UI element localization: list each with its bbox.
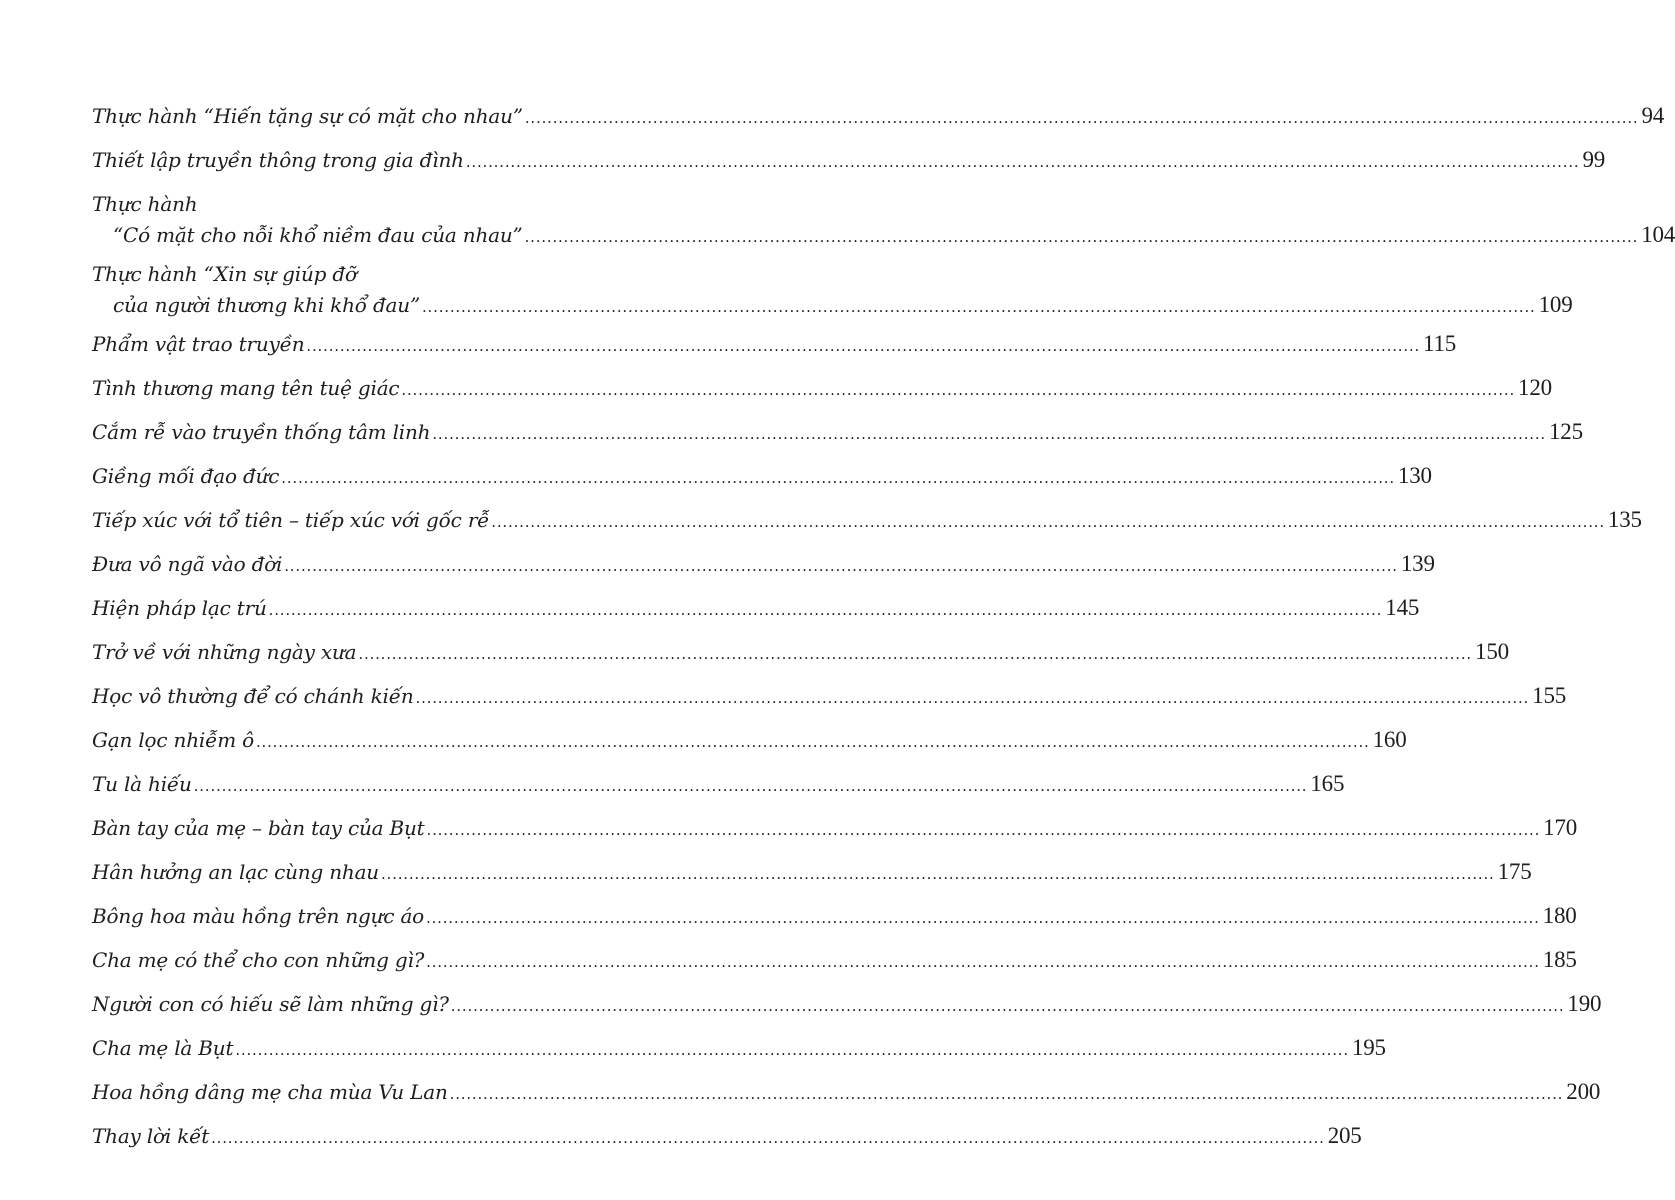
toc-page-number: 190: [1567, 991, 1602, 1017]
toc-entry[interactable]: [92, 593, 1420, 626]
leader-dots: ........................................................................................................................................................................................................: [211, 1129, 1325, 1148]
toc-page-number: 145: [1385, 595, 1420, 621]
leader-dots: ........................................................................................................................................................................................................: [281, 469, 1395, 488]
toc-entry[interactable]: [92, 505, 1642, 538]
toc-page-number: 200: [1566, 1079, 1601, 1105]
leader-dots: ........................................................................................................................................................................................................: [491, 513, 1605, 532]
toc-page-number: 170: [1543, 815, 1578, 841]
leader-dots: ........................................................................................................................................................................................................: [235, 1041, 1349, 1060]
leader-dots: ........................................................................................................................................................................................................: [524, 109, 1639, 127]
toc-entry-title: Cha mẹ là Bụt: [92, 1036, 234, 1061]
toc-entry-title: Học vô thường để có chánh kiến: [92, 684, 414, 709]
toc-entry-title: Bàn tay của mẹ – bàn tay của Bụt: [92, 816, 425, 841]
toc-entry[interactable]: [92, 1077, 1601, 1110]
toc-page-number: 104: [1641, 221, 1675, 247]
toc-entry-title: Trở về với những ngày xưa: [92, 640, 357, 665]
toc-entry-title: Thực hành “Hiến tặng sự có mặt cho nhau”: [92, 104, 523, 128]
leader-dots: ........................................................................................................................................................................................................: [358, 645, 1473, 664]
toc-entry[interactable]: [92, 813, 1578, 846]
leader-dots: ........................................................................................................................................................................................................: [306, 337, 1421, 356]
toc-entry-title: Tu là hiếu: [92, 772, 192, 797]
leader-dots: ........................................................................................................................................................................................................: [380, 865, 1495, 884]
toc-page-number: 135: [1607, 507, 1642, 533]
toc-entry-title: Cha mẹ có thể cho con những gì?: [92, 948, 425, 973]
toc-entry-title: Người con có hiếu sẽ làm những gì?: [92, 992, 449, 1017]
leader-dots: ........................................................................................................................................................................................................: [421, 297, 1536, 316]
toc-entry[interactable]: [92, 1121, 1362, 1154]
toc-entry-title: Thay lời kết: [92, 1124, 210, 1149]
toc-entry[interactable]: [92, 189, 1675, 252]
toc-page-number: 155: [1532, 683, 1567, 709]
toc-entry[interactable]: [92, 417, 1583, 450]
leader-dots: ........................................................................................................................................................................................................: [268, 601, 1383, 620]
toc-entry-title: Đưa vô ngã vào đời: [92, 552, 283, 577]
toc-page-number: 120: [1518, 375, 1552, 401]
toc-page-number: 165: [1310, 771, 1345, 797]
toc-entry[interactable]: [92, 681, 1567, 714]
toc-entry-title: Tiếp xúc với tổ tiên – tiếp xúc với gốc rễ: [92, 508, 490, 533]
toc-entry-title: Gạn lọc nhiễm ô: [92, 728, 254, 753]
toc-page-number: 150: [1475, 639, 1509, 665]
toc-entry[interactable]: [92, 1033, 1386, 1066]
toc-entry[interactable]: [92, 101, 1665, 134]
leader-dots: ........................................................................................................................................................................................................: [401, 381, 1516, 400]
toc-entry[interactable]: [92, 769, 1345, 802]
toc-page-number: 205: [1327, 1123, 1362, 1149]
toc-page-number: 180: [1542, 903, 1577, 929]
leader-dots: ........................................................................................................................................................................................................: [415, 689, 1530, 708]
toc-page-number: 185: [1542, 947, 1577, 973]
toc-entry-title: Hân hưởng an lạc cùng nhau: [92, 860, 379, 885]
toc-page-number: 175: [1497, 859, 1532, 885]
toc-page-number: 125: [1548, 419, 1583, 445]
leader-dots: ........................................................................................................................................................................................................: [193, 777, 1308, 796]
leader-dots: ........................................................................................................................................................................................................: [426, 953, 1540, 972]
toc-entry-title: Cắm rễ vào truyền thống tâm linh: [92, 420, 431, 445]
toc-entry-title-continued: “Có mặt cho nỗi khổ niềm đau của nhau”: [113, 222, 523, 247]
leader-dots: ........................................................................................................................................................................................................: [426, 821, 1541, 840]
toc-entry-title: Bông hoa màu hồng trên ngực áo: [92, 904, 425, 929]
leader-dots: ........................................................................................................................................................................................................: [255, 733, 1370, 752]
toc-entry[interactable]: [92, 857, 1532, 890]
toc-entry[interactable]: [92, 145, 1606, 178]
toc-entry-title: Hiện pháp lạc trú: [92, 596, 267, 621]
toc-entry[interactable]: [92, 549, 1435, 582]
leader-dots: ........................................................................................................................................................................................................: [432, 425, 1546, 444]
toc-entry[interactable]: [92, 901, 1577, 934]
toc-entry[interactable]: [92, 945, 1577, 978]
toc-page-number: 160: [1372, 727, 1407, 753]
toc-entry[interactable]: [92, 989, 1602, 1022]
toc-entry-title: Tình thương mang tên tuệ giác: [92, 376, 400, 401]
leader-dots: ........................................................................................................................................................................................................: [284, 557, 1398, 576]
leader-dots: ........................................................................................................................................................................................................: [524, 227, 1639, 246]
toc-entry[interactable]: [92, 373, 1552, 406]
toc-page-number: 139: [1400, 551, 1435, 577]
toc-page-number: 195: [1351, 1035, 1386, 1061]
toc-page-number: 109: [1538, 291, 1573, 317]
toc-entry[interactable]: [92, 637, 1509, 670]
toc-entry-title: Thực hành: [92, 191, 198, 216]
toc-entry-title-continued: của người thương khi khổ đau”: [113, 292, 420, 317]
toc-entry-title: Hoa hồng dâng mẹ cha mùa Vu Lan: [92, 1080, 448, 1105]
leader-dots: ........................................................................................................................................................................................................: [449, 1085, 1564, 1104]
leader-dots: ........................................................................................................................................................................................................: [465, 152, 1580, 171]
leader-dots: ........................................................................................................................................................................................................: [450, 997, 1565, 1016]
toc-entry[interactable]: [92, 725, 1407, 758]
toc-entry[interactable]: [92, 259, 1573, 322]
toc-page-number: 115: [1423, 331, 1457, 357]
leader-dots: ........................................................................................................................................................................................................: [426, 909, 1540, 928]
toc-entry-title: Giềng mối đạo đức: [92, 464, 280, 489]
toc-page-number: 130: [1397, 463, 1432, 489]
toc-entry-title: Thiết lập truyền thông trong gia đình: [92, 147, 464, 172]
table-of-contents: [92, 101, 1675, 1165]
toc-entry-title: Thực hành “Xin sự giúp đỡ: [92, 262, 357, 287]
toc-page-number: 94: [1641, 103, 1665, 128]
toc-entry[interactable]: [92, 329, 1457, 362]
toc-page-number: 99: [1582, 146, 1606, 172]
toc-entry-title: Phẩm vật trao truyền: [92, 332, 305, 357]
toc-entry[interactable]: [92, 461, 1432, 494]
